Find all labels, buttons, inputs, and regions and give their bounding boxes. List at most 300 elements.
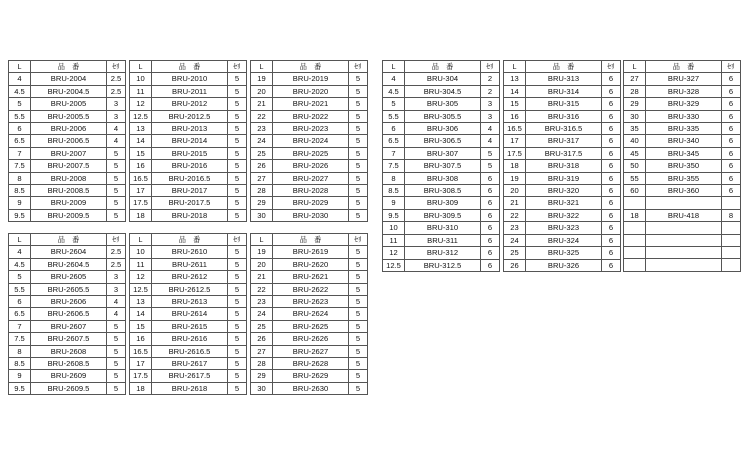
table-row <box>9 135 126 147</box>
table-row <box>504 209 621 221</box>
quantity-cell: 5 <box>228 160 247 172</box>
table-row <box>9 320 126 332</box>
length-cell: 9.5 <box>9 382 31 394</box>
part-number-cell: BRU-330 <box>646 110 722 122</box>
header-length: L <box>383 61 405 73</box>
length-cell: 28 <box>251 185 273 197</box>
part-number-cell: BRU-2018 <box>152 209 228 221</box>
quantity-cell: 6 <box>481 222 500 234</box>
length-cell: 7.5 <box>9 160 31 172</box>
length-cell: 23 <box>504 222 526 234</box>
quantity-cell <box>722 197 741 209</box>
table-row <box>504 172 621 184</box>
spec-table-bru-2619 <box>250 233 368 395</box>
quantity-cell: 5 <box>107 333 126 345</box>
table-row <box>251 209 368 221</box>
quantity-cell: 6 <box>722 98 741 110</box>
table-row <box>130 382 247 394</box>
quantity-cell: 5 <box>228 73 247 85</box>
length-cell: 5 <box>383 98 405 110</box>
length-cell: 19 <box>251 246 273 258</box>
part-number-cell: BRU-327 <box>646 73 722 85</box>
table-row <box>130 283 247 295</box>
quantity-cell: 5 <box>228 283 247 295</box>
length-cell: 24 <box>504 234 526 246</box>
header-part-number: 品 番 <box>273 61 349 73</box>
part-number-cell: BRU-309 <box>405 197 481 209</box>
quantity-cell: 5 <box>228 209 247 221</box>
table-row <box>251 333 368 345</box>
quantity-cell: 5 <box>107 209 126 221</box>
part-number-cell: BRU-321 <box>526 197 602 209</box>
length-cell: 30 <box>251 209 273 221</box>
length-cell: 12 <box>130 271 152 283</box>
table-row <box>130 308 247 320</box>
quantity-cell: 6 <box>602 123 621 135</box>
part-number-cell: BRU-2021 <box>273 98 349 110</box>
quantity-cell: 6 <box>481 197 500 209</box>
table-row <box>251 110 368 122</box>
quantity-cell: 4 <box>481 135 500 147</box>
quantity-cell: 8 <box>722 209 741 221</box>
part-number-cell: BRU-2608.5 <box>31 358 107 370</box>
quantity-cell: 6 <box>602 110 621 122</box>
quantity-cell: 5 <box>228 246 247 258</box>
table-row <box>130 197 247 209</box>
table-header-row <box>130 61 247 73</box>
quantity-cell: 5 <box>228 271 247 283</box>
length-cell: 10 <box>130 73 152 85</box>
part-number-cell: BRU-313 <box>526 73 602 85</box>
header-part-number: 品 番 <box>31 234 107 246</box>
length-cell: 6 <box>383 123 405 135</box>
quantity-cell: 5 <box>349 110 368 122</box>
part-number-cell: BRU-2016 <box>152 160 228 172</box>
header-part-number: 品 番 <box>273 234 349 246</box>
part-number-cell: BRU-2020 <box>273 85 349 97</box>
length-cell: 9 <box>383 197 405 209</box>
quantity-cell: 5 <box>107 160 126 172</box>
quantity-cell: 6 <box>602 147 621 159</box>
quantity-cell: 5 <box>228 333 247 345</box>
quantity-cell: 6 <box>481 247 500 259</box>
part-number-cell: BRU-311 <box>405 234 481 246</box>
header-part-number: 品 番 <box>31 61 107 73</box>
quantity-cell: 6 <box>722 172 741 184</box>
table-row <box>9 98 126 110</box>
length-cell: 4 <box>9 73 31 85</box>
table-row <box>9 123 126 135</box>
table-row <box>383 185 500 197</box>
quantity-cell: 5 <box>228 185 247 197</box>
length-cell: 24 <box>251 308 273 320</box>
table-row <box>130 209 247 221</box>
table-row <box>624 123 741 135</box>
quantity-cell: 5 <box>228 135 247 147</box>
table-row <box>251 246 368 258</box>
part-number-cell: BRU-307 <box>405 147 481 159</box>
table-row <box>9 185 126 197</box>
quantity-cell: 6 <box>602 135 621 147</box>
part-number-cell: BRU-326 <box>526 259 602 271</box>
part-number-cell: BRU-2623 <box>273 296 349 308</box>
quantity-cell: 5 <box>481 160 500 172</box>
length-cell: 45 <box>624 147 646 159</box>
part-number-cell: BRU-2611 <box>152 258 228 270</box>
table-row <box>251 271 368 283</box>
table-row <box>383 98 500 110</box>
part-number-cell: BRU-329 <box>646 98 722 110</box>
length-cell: 14 <box>504 85 526 97</box>
part-number-cell: BRU-2625 <box>273 320 349 332</box>
quantity-cell: 6 <box>602 247 621 259</box>
quantity-cell: 2.5 <box>107 85 126 97</box>
quantity-cell <box>722 247 741 259</box>
quantity-cell: 5 <box>228 296 247 308</box>
table-row <box>251 358 368 370</box>
header-length: L <box>130 61 152 73</box>
part-number-cell: BRU-2617.5 <box>152 370 228 382</box>
length-cell <box>624 222 646 234</box>
table-row-empty <box>624 259 741 271</box>
quantity-cell: 5 <box>349 382 368 394</box>
length-cell: 17 <box>130 185 152 197</box>
quantity-cell: 5 <box>107 147 126 159</box>
table-row <box>504 147 621 159</box>
quantity-cell: 5 <box>349 85 368 97</box>
table-row <box>9 197 126 209</box>
spec-table-bru-2019 <box>250 60 368 222</box>
length-cell: 5.5 <box>9 283 31 295</box>
part-number-cell: BRU-307.5 <box>405 160 481 172</box>
table-header-row <box>9 61 126 73</box>
part-number-cell: BRU-2015 <box>152 147 228 159</box>
part-number-cell: BRU-2006 <box>31 123 107 135</box>
table-row <box>383 247 500 259</box>
table-row <box>130 296 247 308</box>
part-number-cell: BRU-316 <box>526 110 602 122</box>
quantity-cell: 5 <box>349 185 368 197</box>
length-cell: 8.5 <box>9 185 31 197</box>
length-cell: 12.5 <box>383 259 405 271</box>
header-part-number: 品 番 <box>646 61 722 73</box>
length-cell: 55 <box>624 172 646 184</box>
table-row <box>9 85 126 97</box>
part-number-cell: BRU-318 <box>526 160 602 172</box>
table-row <box>130 271 247 283</box>
length-cell: 6.5 <box>9 135 31 147</box>
part-number-cell: BRU-2029 <box>273 197 349 209</box>
quantity-cell: 5 <box>107 358 126 370</box>
length-cell: 16 <box>130 160 152 172</box>
quantity-cell: 5 <box>228 98 247 110</box>
table-row <box>504 259 621 271</box>
part-number-cell: BRU-2612 <box>152 271 228 283</box>
table-row <box>9 271 126 283</box>
quantity-cell: 3 <box>107 283 126 295</box>
part-number-cell: BRU-2025 <box>273 147 349 159</box>
table-row <box>383 234 500 246</box>
table-row <box>251 197 368 209</box>
header-part-number: 品 番 <box>152 61 228 73</box>
quantity-cell: 5 <box>349 296 368 308</box>
part-number-cell: BRU-2616.5 <box>152 345 228 357</box>
part-number-cell: BRU-2005.5 <box>31 110 107 122</box>
part-number-cell: BRU-309.5 <box>405 209 481 221</box>
table-row <box>130 320 247 332</box>
table-row <box>9 160 126 172</box>
header-part-number: 品 番 <box>152 234 228 246</box>
part-number-cell: BRU-2019 <box>273 73 349 85</box>
part-number-cell: BRU-2006.5 <box>31 135 107 147</box>
length-cell: 12.5 <box>130 110 152 122</box>
length-cell: 5.5 <box>9 110 31 122</box>
quantity-cell: 6 <box>722 123 741 135</box>
header-length: L <box>504 61 526 73</box>
part-number-cell: BRU-2613 <box>152 296 228 308</box>
length-cell: 9 <box>9 370 31 382</box>
length-cell: 20 <box>504 185 526 197</box>
header-quantity: ｾﾘ <box>228 61 247 73</box>
length-cell: 17.5 <box>130 197 152 209</box>
part-number-cell: BRU-2615 <box>152 320 228 332</box>
length-cell: 30 <box>624 110 646 122</box>
length-cell: 20 <box>251 85 273 97</box>
length-cell: 30 <box>251 382 273 394</box>
table-row <box>251 283 368 295</box>
table-row <box>624 85 741 97</box>
quantity-cell: 6 <box>602 234 621 246</box>
quantity-cell: 5 <box>228 320 247 332</box>
table-row <box>383 222 500 234</box>
header-length: L <box>624 61 646 73</box>
length-cell: 12 <box>130 98 152 110</box>
quantity-cell: 5 <box>107 320 126 332</box>
table-row <box>9 73 126 85</box>
length-cell: 12.5 <box>130 283 152 295</box>
quantity-cell: 5 <box>228 85 247 97</box>
part-number-cell: BRU-304 <box>405 73 481 85</box>
part-number-cell: BRU-2017 <box>152 185 228 197</box>
table-row <box>130 370 247 382</box>
quantity-cell <box>722 234 741 246</box>
length-cell: 26 <box>251 160 273 172</box>
length-cell: 35 <box>624 123 646 135</box>
table-header-row <box>9 234 126 246</box>
part-number-cell: BRU-350 <box>646 160 722 172</box>
quantity-cell: 2 <box>481 85 500 97</box>
table-row <box>251 296 368 308</box>
length-cell: 9 <box>9 197 31 209</box>
quantity-cell: 6 <box>481 234 500 246</box>
part-number-cell: BRU-2607.5 <box>31 333 107 345</box>
length-cell: 17.5 <box>130 370 152 382</box>
header-quantity: ｾﾘ <box>349 234 368 246</box>
spec-table-bru-2004 <box>8 60 126 222</box>
spec-table-bru-304 <box>382 60 500 272</box>
part-number-cell: BRU-308.5 <box>405 185 481 197</box>
part-number-cell: BRU-2017.5 <box>152 197 228 209</box>
quantity-cell: 6 <box>602 98 621 110</box>
quantity-cell: 5 <box>228 110 247 122</box>
part-number-cell: BRU-2009.5 <box>31 209 107 221</box>
length-cell: 18 <box>504 160 526 172</box>
part-number-cell: BRU-2609.5 <box>31 382 107 394</box>
quantity-cell: 5 <box>349 197 368 209</box>
table-row <box>624 209 741 221</box>
length-cell: 16.5 <box>130 345 152 357</box>
table-row <box>383 160 500 172</box>
part-number-cell: BRU-2629 <box>273 370 349 382</box>
quantity-cell: 2 <box>481 73 500 85</box>
spec-table-bru-327 <box>623 60 741 272</box>
length-cell: 4.5 <box>9 85 31 97</box>
length-cell: 6.5 <box>9 308 31 320</box>
length-cell: 7 <box>9 320 31 332</box>
part-number-cell: BRU-2630 <box>273 382 349 394</box>
table-row <box>504 234 621 246</box>
part-number-cell: BRU-2604 <box>31 246 107 258</box>
length-cell: 17.5 <box>504 147 526 159</box>
part-number-cell: BRU-323 <box>526 222 602 234</box>
table-row <box>383 135 500 147</box>
length-cell: 11 <box>383 234 405 246</box>
table-row <box>130 246 247 258</box>
quantity-cell: 6 <box>602 73 621 85</box>
table-row <box>9 283 126 295</box>
table-row <box>251 98 368 110</box>
length-cell: 8 <box>9 172 31 184</box>
part-number-cell: BRU-320 <box>526 185 602 197</box>
quantity-cell: 6 <box>602 160 621 172</box>
quantity-cell: 5 <box>349 147 368 159</box>
table-row <box>130 185 247 197</box>
length-cell: 26 <box>504 259 526 271</box>
quantity-cell: 6 <box>602 85 621 97</box>
quantity-cell: 5 <box>107 382 126 394</box>
part-number-cell: BRU-2609 <box>31 370 107 382</box>
part-number-cell: BRU-2013 <box>152 123 228 135</box>
table-row <box>9 370 126 382</box>
table-row <box>383 73 500 85</box>
table-row <box>9 308 126 320</box>
table-row <box>383 123 500 135</box>
table-row <box>251 382 368 394</box>
table-row <box>624 172 741 184</box>
quantity-cell: 5 <box>228 345 247 357</box>
length-cell: 7 <box>9 147 31 159</box>
quantity-cell: 6 <box>481 172 500 184</box>
table-row <box>9 333 126 345</box>
part-number-cell: BRU-2607 <box>31 320 107 332</box>
length-cell: 17 <box>504 135 526 147</box>
length-cell: 27 <box>624 73 646 85</box>
quantity-cell: 4 <box>481 123 500 135</box>
quantity-cell: 4 <box>107 296 126 308</box>
part-number-cell: BRU-322 <box>526 209 602 221</box>
quantity-cell: 6 <box>722 110 741 122</box>
part-number-cell: BRU-2605.5 <box>31 283 107 295</box>
length-cell: 22 <box>504 209 526 221</box>
table-header-row <box>251 61 368 73</box>
table-row <box>9 296 126 308</box>
part-number-cell <box>646 234 722 246</box>
length-cell: 8.5 <box>383 185 405 197</box>
table-row-empty <box>624 247 741 259</box>
part-number-cell: BRU-2022 <box>273 110 349 122</box>
header-length: L <box>9 61 31 73</box>
table-row <box>383 147 500 159</box>
table-row-empty <box>624 197 741 209</box>
quantity-cell: 5 <box>349 73 368 85</box>
quantity-cell: 6 <box>602 185 621 197</box>
length-cell: 15 <box>504 98 526 110</box>
quantity-cell: 6 <box>481 259 500 271</box>
part-number-cell: BRU-2009 <box>31 197 107 209</box>
table-row <box>9 209 126 221</box>
table-row <box>383 172 500 184</box>
table-row <box>251 320 368 332</box>
table-header-row <box>130 234 247 246</box>
length-cell: 4 <box>9 246 31 258</box>
table-row <box>251 123 368 135</box>
length-cell: 14 <box>130 135 152 147</box>
quantity-cell: 4 <box>107 123 126 135</box>
length-cell: 29 <box>624 98 646 110</box>
length-cell: 29 <box>251 370 273 382</box>
table-row <box>251 308 368 320</box>
header-quantity: ｾﾘ <box>228 234 247 246</box>
part-number-cell: BRU-2007 <box>31 147 107 159</box>
quantity-cell: 5 <box>228 382 247 394</box>
part-number-cell <box>646 197 722 209</box>
part-number-cell: BRU-305 <box>405 98 481 110</box>
table-row <box>383 197 500 209</box>
quantity-cell: 3 <box>481 98 500 110</box>
length-cell: 9.5 <box>9 209 31 221</box>
quantity-cell: 5 <box>349 209 368 221</box>
part-number-cell: BRU-2621 <box>273 271 349 283</box>
length-cell: 8.5 <box>9 358 31 370</box>
quantity-cell: 6 <box>602 197 621 209</box>
length-cell: 21 <box>251 271 273 283</box>
quantity-cell: 5 <box>107 172 126 184</box>
length-cell: 5.5 <box>383 110 405 122</box>
length-cell: 15 <box>130 320 152 332</box>
length-cell: 40 <box>624 135 646 147</box>
part-number-cell: BRU-317 <box>526 135 602 147</box>
part-number-cell: BRU-418 <box>646 209 722 221</box>
table-row <box>130 258 247 270</box>
part-number-cell: BRU-2008 <box>31 172 107 184</box>
length-cell: 25 <box>251 147 273 159</box>
part-number-cell: BRU-2016.5 <box>152 172 228 184</box>
part-number-cell: BRU-312.5 <box>405 259 481 271</box>
table-row <box>504 73 621 85</box>
table-row <box>504 98 621 110</box>
table-row <box>9 345 126 357</box>
length-cell <box>624 247 646 259</box>
length-cell: 8 <box>383 172 405 184</box>
length-cell: 29 <box>251 197 273 209</box>
part-number-cell: BRU-315 <box>526 98 602 110</box>
table-row <box>251 345 368 357</box>
quantity-cell: 5 <box>228 308 247 320</box>
quantity-cell: 5 <box>228 197 247 209</box>
length-cell: 26 <box>251 333 273 345</box>
part-number-cell: BRU-2024 <box>273 135 349 147</box>
part-number-cell: BRU-2605 <box>31 271 107 283</box>
